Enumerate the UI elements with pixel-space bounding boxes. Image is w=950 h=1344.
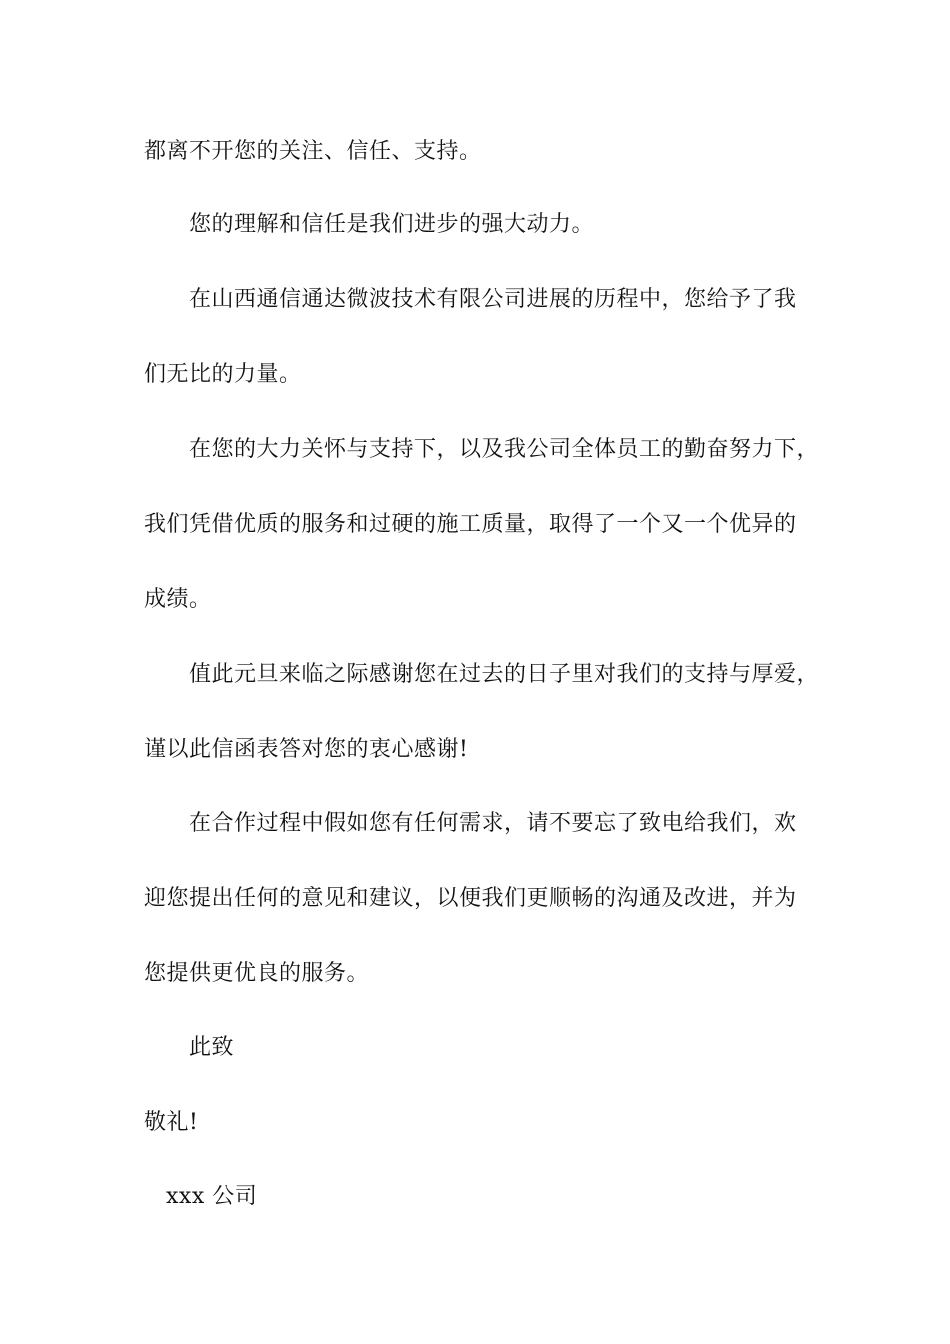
- paragraph-line: 您的理解和信任是我们进步的强大动力。: [189, 212, 595, 237]
- salutation-line: 敬礼!: [144, 1110, 199, 1135]
- paragraph-line: 在您的大力关怀与支持下，以及我公司全体员工的勤奋努力下，: [189, 437, 820, 462]
- paragraph-line: 们无比的力量。: [144, 362, 302, 387]
- paragraph-line: 您提供更优良的服务。: [144, 961, 370, 986]
- paragraph-line: 我们凭借优质的服务和过硬的施工质量，取得了一个又一个优异的: [144, 512, 797, 537]
- signature-company: xxx 公司: [166, 1184, 258, 1209]
- paragraph-line: 迎您提出任何的意见和建议，以便我们更顺畅的沟通及改进，并为: [144, 886, 797, 911]
- paragraph-line: 在合作过程中假如您有任何需求，请不要忘了致电给我们，欢: [189, 811, 797, 836]
- paragraph-line: 都离不开您的关注、信任、支持。: [144, 139, 482, 164]
- paragraph-line: 值此元旦来临之际感谢您在过去的日子里对我们的支持与厚爱，: [189, 662, 820, 687]
- paragraph-line: 在山西通信通达微波技术有限公司进展的历程中，您给予了我: [189, 287, 797, 312]
- closing-line: 此致: [189, 1035, 235, 1060]
- paragraph-line: 谨以此信函表答对您的衷心感谢!: [144, 737, 469, 762]
- paragraph-line: 成绩。: [144, 587, 212, 612]
